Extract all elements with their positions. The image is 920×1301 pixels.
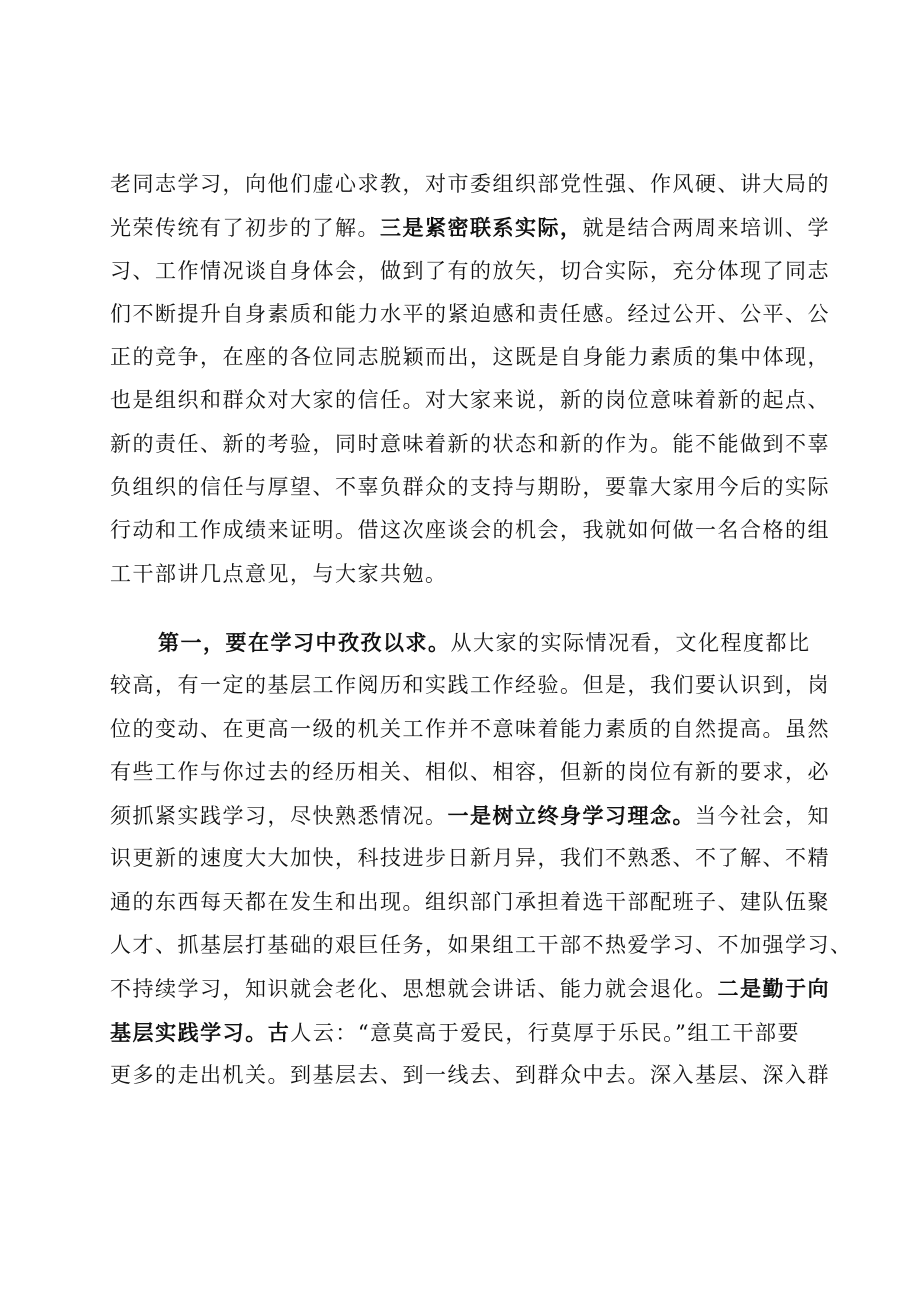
text-line	[110, 466, 830, 509]
text-line	[110, 509, 830, 552]
text-run: 负组织的信任与厚望、不辜负群众的支持与期盼，要靠大家用今后的实际	[110, 475, 830, 500]
text-run: 正的竞争，在座的各位同志脱颖而出，这既是自身能力素质的集中体现，	[110, 345, 830, 370]
text-run: 不持续学习，知识就会老化、思想就会讲话、能力就会退化。	[110, 977, 718, 1002]
text-line	[110, 1054, 830, 1097]
text-run: 工干部讲几点意见，与大家共勉。	[110, 561, 448, 586]
text-run: 当今社会，知	[695, 804, 830, 829]
text-run: 就是结合两周来培训、学	[582, 216, 830, 241]
text-run: 从大家的实际情况看，文化程度都比	[450, 631, 811, 655]
text-line	[110, 163, 830, 206]
bold-heading-two: 基层实践学习。	[110, 1019, 268, 1045]
bold-heading-first: 第一，要在学习中孜孜以求。	[158, 630, 451, 655]
text-line	[110, 423, 830, 466]
text-run: 老同志学习，向他们虚心求教，对市委组织部党性强、作风硬、讲大局的	[110, 172, 830, 196]
text-line	[110, 924, 853, 967]
text-line	[110, 837, 830, 880]
text-run: 人云：“意莫高于爱民，行莫厚于乐民。”组工干部要	[290, 1020, 801, 1045]
text-line	[110, 794, 830, 837]
paragraph-continuation	[110, 163, 830, 596]
text-run: 有些工作与你过去的经历相关、相似、相容，但新的岗位有新的要求，必	[110, 759, 830, 784]
text-line	[110, 881, 830, 924]
text-run: 新的责任、新的考验，同时意味着新的状态和新的作为。能不能做到不辜	[110, 431, 830, 456]
text-run: 也是组织和群众对大家的信任。对大家来说，新的岗位意味着新的起点、	[110, 388, 830, 413]
bold-heading-one: 一是树立终身学习理念。	[447, 803, 695, 829]
text-line	[110, 206, 830, 249]
text-line	[110, 293, 830, 336]
text-run: 们不断提升自身素质和能力水平的紧迫感和责任感。经过公开、公平、公	[110, 301, 830, 326]
text-run: 位的变动、在更高一级的机关工作并不意味着能力素质的自然提高。虽然	[110, 716, 830, 741]
text-line	[110, 967, 830, 1010]
text-run: 人才、抓基层打基础的艰巨任务，如果组工干部不热爱学习、不加强学习、	[110, 933, 853, 958]
bold-heading-two: 古	[267, 1019, 291, 1045]
text-run: 更多的走出机关。到基层去、到一线去、到群众中去。深入基层、深入群	[110, 1062, 830, 1087]
text-line	[110, 664, 830, 707]
text-run: 识更新的速度大大加快，科技进步日新月异，我们不熟悉、不了解、不精	[110, 846, 830, 871]
text-line	[110, 336, 830, 379]
text-line	[110, 250, 830, 293]
bold-heading-three: 三是紧密联系实际，	[380, 215, 583, 241]
text-line	[110, 553, 800, 596]
text-run: 通的东西每天都在发生和出现。组织部门承担着选干部配班子、建队伍聚	[110, 889, 830, 914]
text-line	[110, 1011, 800, 1054]
text-line	[110, 379, 830, 422]
text-line	[110, 708, 830, 751]
text-run: 光荣传统有了初步的了解。	[110, 216, 380, 241]
text-run: 较高，有一定的基层工作阅历和实践工作经验。但是，我们要认识到，岗	[110, 673, 830, 698]
paragraph-first-point	[110, 621, 853, 1097]
text-line	[110, 621, 811, 664]
text-run: 习、工作情况谈自身体会，做到了有的放矢，切合实际，充分体现了同志	[110, 258, 830, 283]
text-run: 行动和工作成绩来证明。借这次座谈会的机会，我就如何做一名合格的组	[110, 518, 830, 543]
text-run: 须抓紧实践学习，尽快熟悉情况。	[110, 804, 448, 829]
text-line	[110, 751, 830, 794]
bold-heading-two: 二是勤于向	[717, 976, 830, 1002]
